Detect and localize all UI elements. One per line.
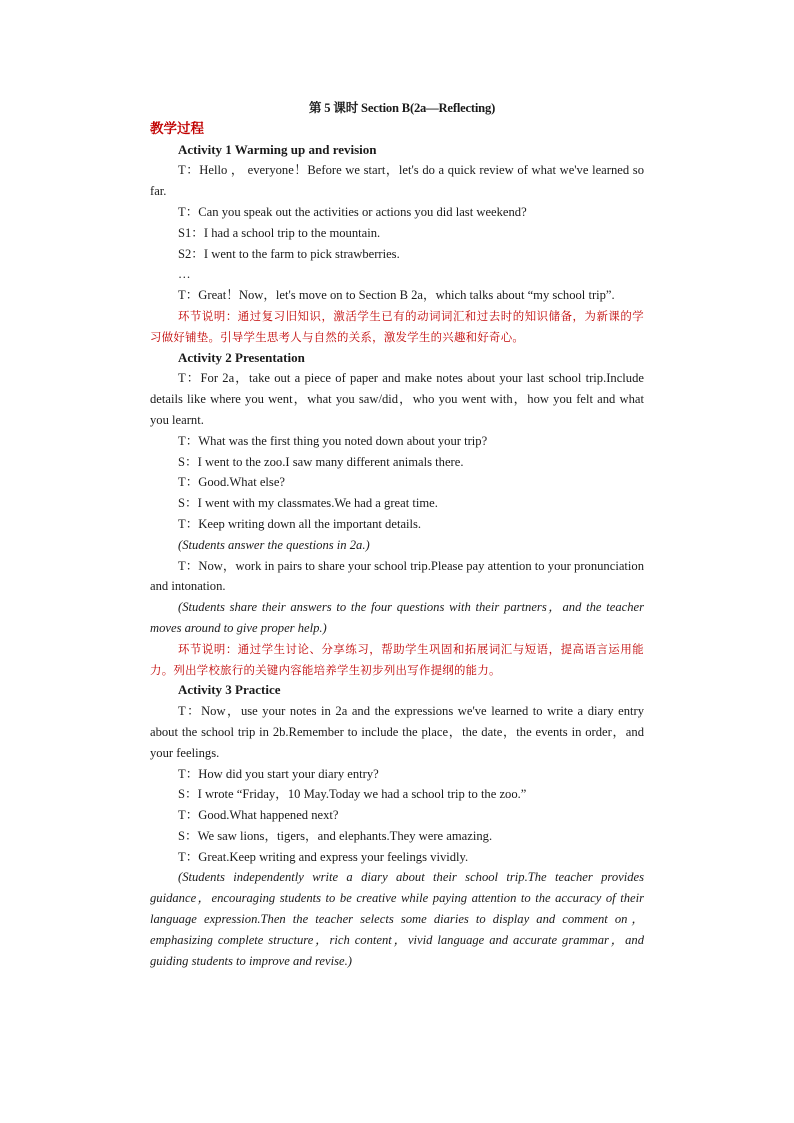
dialogue-line: T：What was the first thing you noted down about your trip? — [178, 433, 488, 448]
dialogue-line: S：I went to the zoo.I saw many different animals there. — [178, 454, 464, 469]
dialogue-line: S2：I went to the farm to pick strawberries. — [178, 246, 400, 261]
dialogue-line: T：How did you start your diary entry? — [178, 766, 379, 781]
dialogue-line: T：Now，work in pairs to share your school trip.Please pay attention to your pronunciation and intonation. — [150, 558, 644, 594]
activity-heading: Activity 1 Warming up and revision — [178, 141, 377, 157]
dialogue-line: S：We saw lions，tigers，and elephants.They were amazing. — [178, 828, 493, 843]
dialogue-line: T：Now，use your notes in 2a and the expressions we've learned to write a diary entry about the school trip in 2b.Remember to include the place，the date，the events in order，and your feelings. — [150, 704, 644, 760]
dialogue-line: T：For 2a，take out a piece of paper and make notes about your last school trip.Include details like where you went，what you saw/did，who you went with，how you felt and what you learnt. — [150, 371, 644, 427]
ellipsis: … — [178, 267, 191, 282]
dialogue-line: T：Good.What else? — [178, 475, 286, 490]
section-heading: 教学过程 — [150, 120, 204, 136]
activity-heading: Activity 3 Practice — [178, 682, 281, 698]
dialogue-line: T：Great！Now，let's move on to Section B 2a，which talks about “my school trip”. — [178, 288, 615, 303]
dialogue-line: S：I wrote “Friday，10 May.Today we had a school trip to the zoo.” — [178, 787, 527, 802]
page-title: 第 5 课时 Section B(2a—Reflecting) — [308, 101, 496, 115]
instruction-note: (Students answer the questions in 2a.) — [178, 537, 370, 552]
dialogue-line: T：Hello ， everyone！Before we start，let's do a quick review of what we've learned so far. — [150, 163, 644, 199]
dialogue-line: T：Good.What happened next? — [178, 808, 339, 823]
activity-heading: Activity 2 Presentation — [178, 349, 305, 365]
dialogue-line: T：Can you speak out the activities or actions you did last weekend? — [178, 204, 527, 219]
stage-note: 环节说明：通过学生讨论、分享练习，帮助学生巩固和拓展词汇与短语，提高语言运用能力。列出学校旅行的关键内容能培养学生初步列出写作提纲的能力。 — [150, 641, 644, 677]
dialogue-line: S：I went with my classmates.We had a great time. — [178, 496, 438, 511]
dialogue-line: T：Great.Keep writing and express your feelings vividly. — [178, 849, 469, 864]
stage-note: 环节说明：通过复习旧知识，激活学生已有的动词词汇和过去时的知识储备，为新课的学习做好铺垫。引导学生思考人与自然的关系，激发学生的兴趣和好奇心。 — [150, 308, 644, 344]
instruction-note: (Students independently write a diary about their school trip.The teacher provides guidance，encouraging students to be creative while paying attention to the accuracy of their language expression.Then the teacher selects some diaries to display and comment on，emphasizing complete structure，rich content，vivid language and accurate grammar，and guiding students to improve and revise.) — [150, 870, 644, 968]
instruction-note: (Students share their answers to the four questions with their partners，and the teacher moves around to give proper help.) — [150, 600, 644, 635]
dialogue-line: S1：I had a school trip to the mountain. — [178, 225, 381, 240]
document-page — [150, 98, 644, 971]
dialogue-line: T：Keep writing down all the important details. — [178, 516, 422, 531]
